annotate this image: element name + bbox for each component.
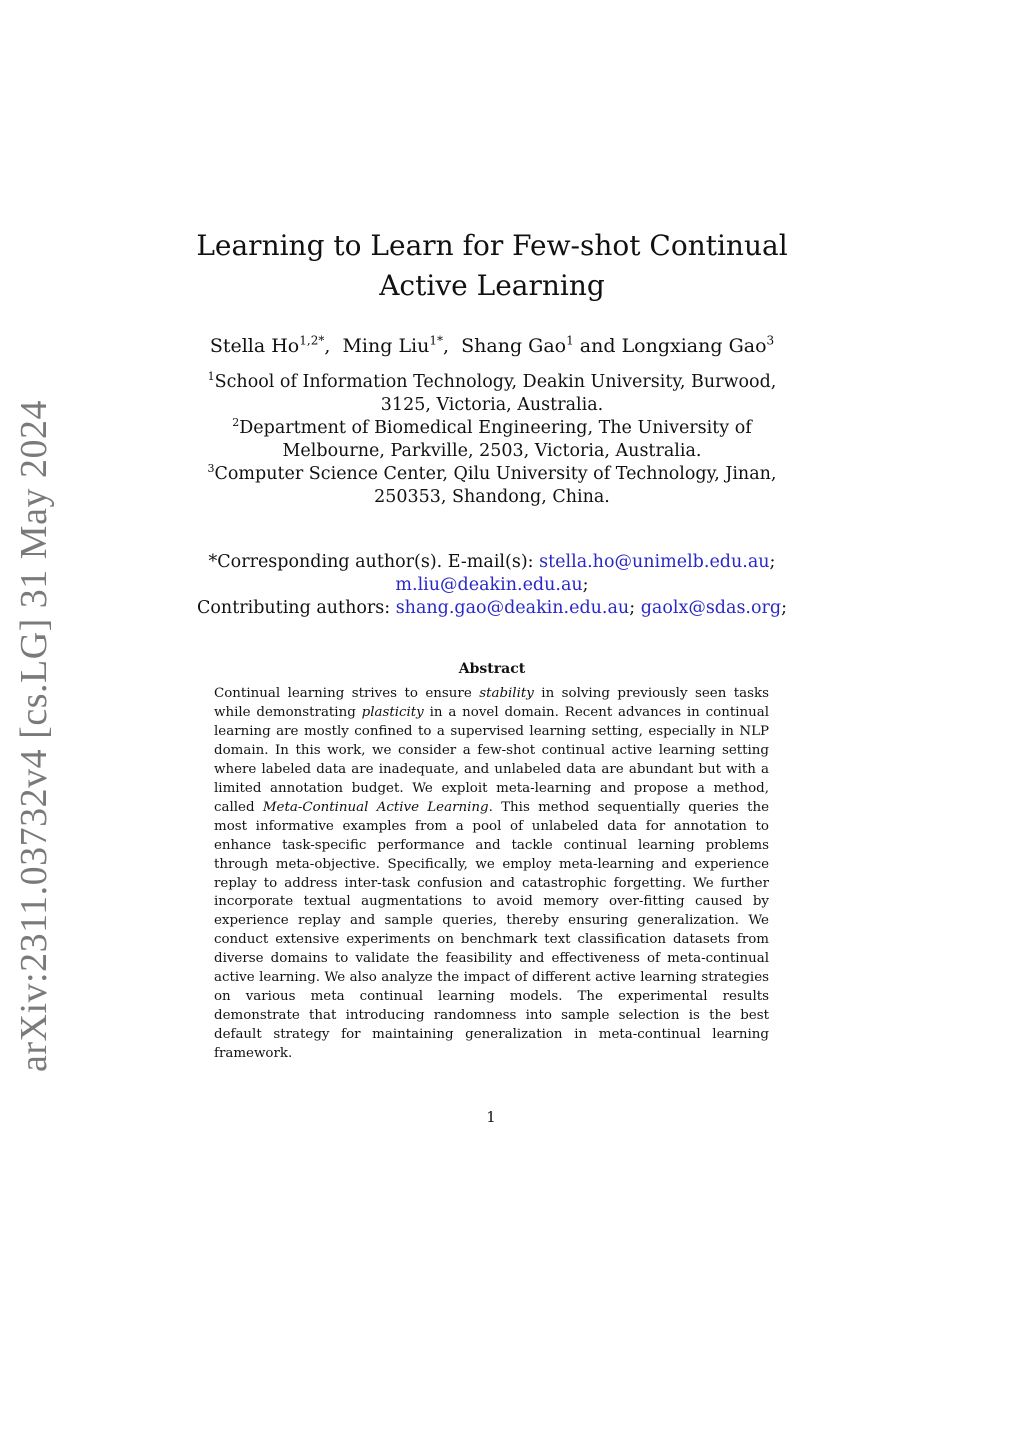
- author-separator: and: [573, 335, 622, 357]
- abstract-emphasis: stability: [479, 686, 534, 701]
- paper-title: Learning to Learn for Few-shot Continual Active Learning: [196, 229, 788, 302]
- contributing-line: [150, 597, 834, 620]
- abstract-heading: Abstract: [458, 661, 526, 677]
- affiliation-item: [180, 463, 804, 509]
- affiliation-text: Computer Science Center, Qilu University of Technology, Jinan, 250353, Shandong, China.: [214, 464, 777, 507]
- corresponding-line: [150, 574, 834, 597]
- correspondence-block: [150, 551, 834, 620]
- email-link[interactable]: shang.gao@deakin.edu.au: [395, 598, 630, 618]
- abstract-emphasis: plasticity: [361, 704, 424, 720]
- abstract-segment: in a novel domain. Recent advances in continual learning are mostly confined to a supervised learning setting, especially in NLP domain. In this work, we consider a few-shot continual active learning setting where labeled data are inadequate, and unlabeled data are abundant but with a limited annotation budget. We exploit meta-learning and propose a method, called: [214, 704, 770, 815]
- corresponding-label: *Corresponding author(s). E-mail(s):: [208, 552, 540, 572]
- affiliation-text: Department of Biomedical Engineering, The University of Melbourne, Parkville, 2503, Victoria, Australia.: [239, 418, 752, 461]
- affiliation-item: [180, 417, 804, 463]
- email-separator: ;: [582, 575, 589, 595]
- corresponding-line: [150, 551, 834, 574]
- abstract-segment: . This method sequentially queries the most informative examples from a pool of unlabeled data for annotation to enhance task-specific performance and tackle continual learning problems through meta-objective. Specifically, we employ meta-learning and experience replay to address inter-task confusion and catastrophic forgetting. We further incorporate textual augmentations to avoid memory over-fitting caused by experience replay and sample queries, thereby ensuring generalization. We conduct extensive experiments on benchmark text classification datasets from diverse domains to validate the feasibility and effectiveness of meta-continual active learning. We also analyze the impact of different active learning strategies on various meta continual learning models. The experimental results demonstrate that introducing randomness into sample selection is the best default strategy for maintaining generalization in meta-continual learning framework.: [214, 799, 769, 1062]
- author-separator: ,: [324, 335, 343, 357]
- email-link[interactable]: m.liu@deakin.edu.au: [395, 575, 583, 595]
- author-affiliation-mark: 1*: [429, 333, 444, 348]
- email-separator: ;: [781, 598, 787, 618]
- author-affiliation-mark: 3: [766, 333, 775, 348]
- affiliation-mark: 2: [232, 416, 240, 430]
- affiliation-mark: 3: [207, 462, 215, 476]
- email-separator: ;: [769, 552, 776, 572]
- author-name: Ming Liu: [342, 335, 430, 357]
- affiliation-mark: 1: [207, 370, 215, 384]
- author-list: [120, 333, 864, 359]
- author-separator: ,: [443, 335, 462, 357]
- page-number: 1: [486, 1108, 496, 1126]
- affiliation-item: [180, 371, 804, 417]
- email-separator: ;: [629, 598, 636, 618]
- author-name: Stella Ho: [209, 335, 300, 357]
- email-link[interactable]: stella.ho@unimelb.edu.au: [539, 552, 770, 572]
- contributing-label: Contributing authors:: [197, 598, 396, 618]
- author-name: Shang Gao: [461, 335, 567, 357]
- affiliations: [180, 371, 804, 509]
- author-affiliation-mark: 1,2*: [299, 333, 325, 348]
- affiliation-text: School of Information Technology, Deakin University, Burwood, 3125, Victoria, Australia.: [214, 372, 777, 415]
- abstract-text: [214, 685, 769, 1064]
- arxiv-identifier: arXiv:2311.03732v4 [cs.LG] 31 May 2024: [13, 400, 55, 1072]
- author-name: Longxiang Gao: [621, 335, 767, 357]
- email-link[interactable]: gaolx@sdas.org: [640, 598, 782, 618]
- abstract-segment: in solving previously seen tasks while demonstrating: [214, 686, 770, 720]
- abstract-emphasis: Meta-Continual Active Learning: [262, 799, 489, 815]
- author-affiliation-mark: 1: [566, 333, 574, 348]
- abstract-segment: Continual learning strives to ensure: [214, 686, 480, 701]
